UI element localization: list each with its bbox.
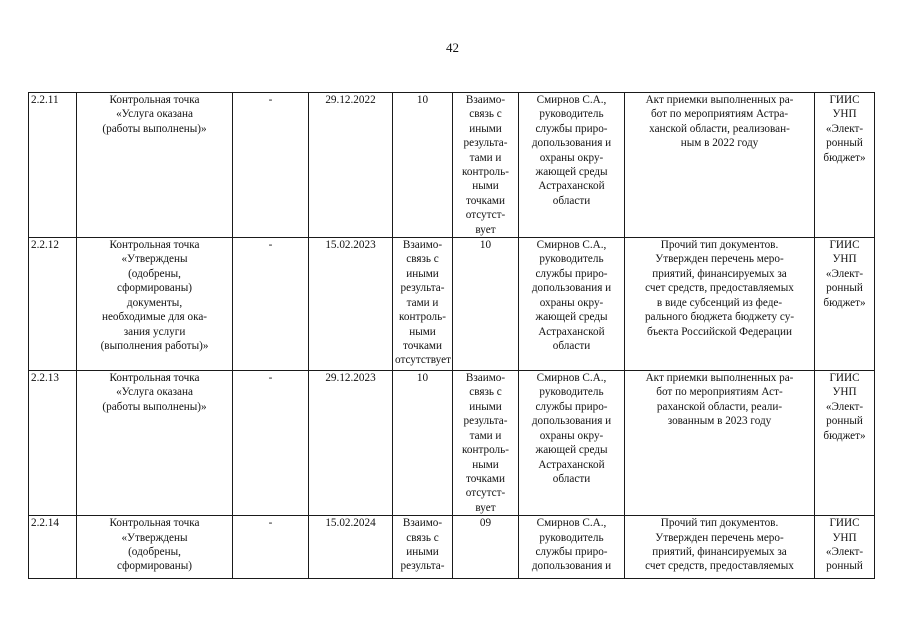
control-point-name: Контрольная точка «Утверждены (одобрены, сформированы) документы, необходимые для ока- зания услуги (выполнения работы)» xyxy=(77,238,233,371)
start-date-cell: - xyxy=(233,238,309,371)
control-point-name: Контрольная точка «Утверждены (одобрены, сформированы) xyxy=(77,516,233,579)
code-cell: 10 xyxy=(393,93,453,238)
end-date-cell: 29.12.2023 xyxy=(309,371,393,516)
page-number: 42 xyxy=(446,40,459,55)
relation-cell: Взаимо- связь с иными результа- тами и контроль- ными точками отсутст- вует xyxy=(453,371,519,516)
table-row xyxy=(29,93,875,238)
end-date-cell: 29.12.2022 xyxy=(309,93,393,238)
table-row xyxy=(29,238,875,371)
system-cell: ГИИС УНП «Элект- ронный бюджет» xyxy=(815,371,875,516)
system-cell: ГИИС УНП «Элект- ронный бюджет» xyxy=(815,93,875,238)
row-number: 2.2.11 xyxy=(29,93,77,238)
control-point-name: Контрольная точка «Услуга оказана (работы выполнены)» xyxy=(77,93,233,238)
document-cell: Акт приемки выполненных ра- бот по мероприятиям Аст- раханской области, реали- зованным в 2023 году xyxy=(625,371,815,516)
responsible-cell: Смирнов С.А., руководитель службы приро- допользования и охраны окру- жающей среды Астраханской области xyxy=(519,93,625,238)
activities-table xyxy=(28,92,875,579)
control-point-name: Контрольная точка «Услуга оказана (работы выполнены)» xyxy=(77,371,233,516)
start-date-cell: - xyxy=(233,371,309,516)
row-number: 2.2.12 xyxy=(29,238,77,371)
table-row xyxy=(29,516,875,579)
document-cell: Прочий тип документов. Утвержден перечень меро- приятий, финансируемых за счет средств, предоставляемых xyxy=(625,516,815,579)
start-date-cell: - xyxy=(233,516,309,579)
row-number: 2.2.14 xyxy=(29,516,77,579)
start-date-cell: - xyxy=(233,93,309,238)
relation-cell: 10 xyxy=(453,238,519,371)
table-row xyxy=(29,371,875,516)
code-cell: Взаимо- связь с иными результа- тами и контроль- ными точками отсутствует xyxy=(393,238,453,371)
responsible-cell: Смирнов С.А., руководитель службы приро- допользования и охраны окру- жающей среды Астраханской области xyxy=(519,371,625,516)
code-cell: Взаимо- связь с иными результа- xyxy=(393,516,453,579)
row-number: 2.2.13 xyxy=(29,371,77,516)
responsible-cell: Смирнов С.А., руководитель службы приро- допользования и охраны окру- жающей среды Астраханской области xyxy=(519,238,625,371)
end-date-cell: 15.02.2024 xyxy=(309,516,393,579)
end-date-cell: 15.02.2023 xyxy=(309,238,393,371)
document-cell: Акт приемки выполненных ра- бот по мероприятиям Астра- ханской области, реализован- ным в 2022 году xyxy=(625,93,815,238)
relation-cell: 09 xyxy=(453,516,519,579)
system-cell: ГИИС УНП «Элект- ронный xyxy=(815,516,875,579)
code-cell: 10 xyxy=(393,371,453,516)
responsible-cell: Смирнов С.А., руководитель службы приро- допользования и xyxy=(519,516,625,579)
system-cell: ГИИС УНП «Элект- ронный бюджет» xyxy=(815,238,875,371)
relation-cell: Взаимо- связь с иными результа- тами и контроль- ными точками отсутст- вует xyxy=(453,93,519,238)
document-cell: Прочий тип документов. Утвержден перечень меро- приятий, финансируемых за счет средств, предоставляемых в виде субсенций из феде- рального бюджета бюджету су- бъекта Российской Федерации xyxy=(625,238,815,371)
